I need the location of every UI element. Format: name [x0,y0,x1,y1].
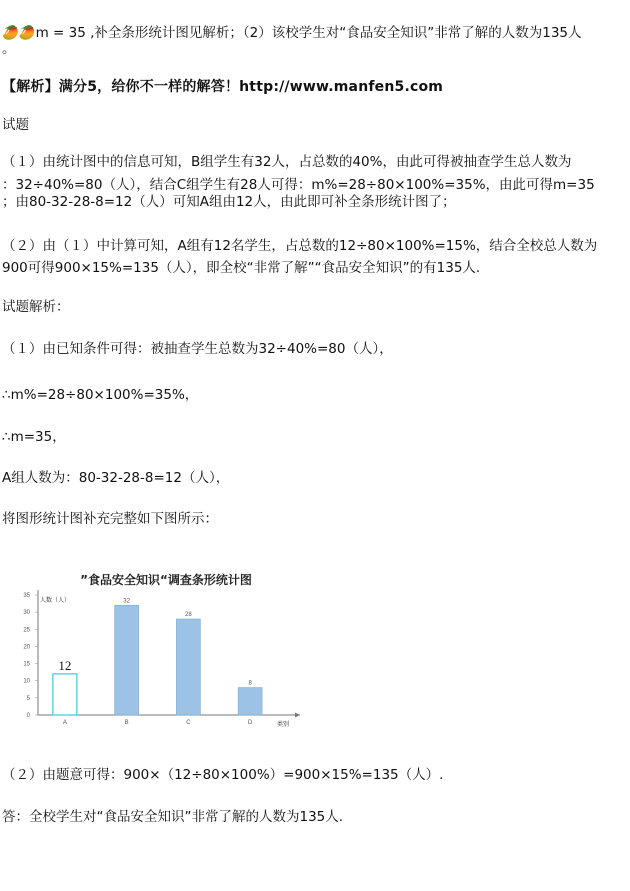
bar-B [115,605,139,715]
analysis-line-2: ：32÷40%=80（人），结合C组学生有28人可得：m%=28÷80×100%=35%，由此可得m=35 [2,177,595,193]
solution-line-2: ∴m%=28÷80×100%=35%， [2,387,199,403]
y-tick-label: 30 [23,610,30,617]
bar-value-label: 28 [185,612,192,618]
analysis-line-4: （２）由（１）中计算可知，A组有12名学生，占总数的12÷80×100%=15%，结合全校总人数为 [2,238,598,254]
section-heading-question: 试题 [2,117,29,133]
chart-title: ”食品安全知识“调查条形统计图 [80,573,252,587]
solution-line-1: （１）由已知条件可得：被抽查学生总数为32÷40%=80（人）， [2,341,393,357]
x-tick-label: C [186,720,191,726]
answer-line-2: 。 [2,41,16,57]
solution-line-4: A组人数为：80-32-28-8=12（人）， [2,470,230,486]
bar-chart-svg [0,560,310,740]
y-tick-label: 35 [23,593,30,599]
bar-value-label: 12 [58,657,72,673]
x-tick-label: B [124,720,129,726]
final-answer: 答：全校学生对“食品安全知识”非常了解的人数为135人. [2,809,344,825]
bar-D [238,688,262,715]
analysis-line-5: 900可得900×15%=135（人），即全校“非常了解”“食品安全知识”的有135人. [2,260,481,276]
section-heading-solution: 试题解析： [2,299,70,315]
bar-chart [0,560,310,740]
x-tick-label: D [247,720,253,726]
bar-value-label: 8 [248,680,252,687]
y-tick-label: 25 [23,627,30,634]
bar-value-label: 32 [123,598,130,605]
answer-line-1: 🥭🥭m = 35 ,补全条形统计图见解析；（2）该校学生对“食品安全知识”非常了解的人数为135人 [2,25,582,41]
x-axis-arrow [295,713,300,718]
analysis-line-1: （１）由统计图中的信息可知，B组学生有32人，占总数的40%，由此可得被抽查学生总人数为 [2,154,572,170]
y-tick-label: 15 [23,661,30,668]
source-banner: 【解析】满分5，给你不一样的解答！http://www.manfen5.com [2,79,444,95]
x-tick-label: A [62,720,67,726]
solution-line-6: （２）由题意可得：900×（12÷80×100%）=900×15%=135（人）. [2,767,444,783]
y-tick-label: 0 [26,713,30,719]
y-tick-label: 10 [23,678,30,685]
solution-line-3: ∴m=35， [2,429,66,445]
solution-line-5: 将图形统计图补充完整如下图所示： [2,511,218,527]
x-axis-label: 类别 [277,721,290,728]
y-axis-label: 人数（人） [40,597,71,604]
bar-C [176,619,200,715]
analysis-line-3: ；由80-32-28-8=12（人）可知A组由12人，由此即可补全条形统计图了； [2,194,456,210]
y-tick-label: 5 [26,695,30,702]
bar-A [53,674,77,715]
y-tick-label: 20 [23,644,30,651]
